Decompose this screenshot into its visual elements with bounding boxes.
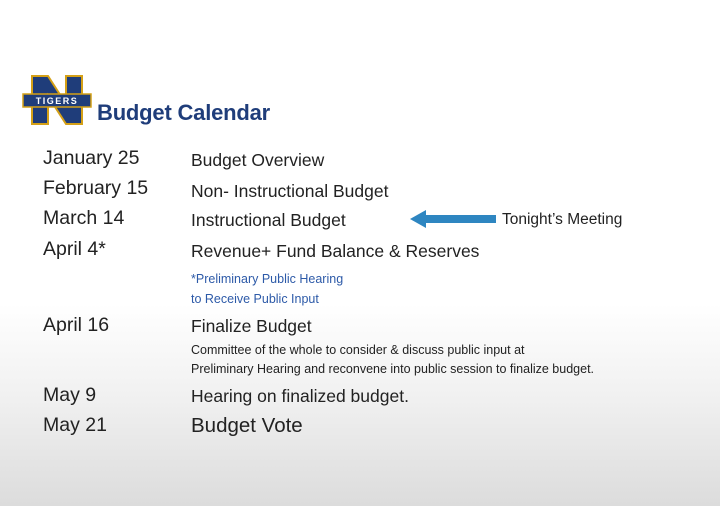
note-receive-public-input: to Receive Public Input [191, 292, 319, 306]
tonights-meeting-label: Tonight’s Meeting [502, 211, 623, 228]
date-may-21: May 21 [43, 414, 107, 436]
arrow-left-icon [410, 209, 498, 229]
item-hearing-finalized: Hearing on finalized budget. [191, 386, 409, 406]
note-committee-line-2: Preliminary Hearing and reconvene into public session to finalize budget. [191, 362, 595, 376]
item-revenue-fund-balance: Revenue+ Fund Balance & Reserves [191, 241, 480, 261]
school-logo [22, 74, 92, 126]
logo-text: TIGERS [35, 96, 79, 106]
tigers-n-logo-icon [22, 74, 92, 126]
page-title: Budget Calendar [97, 100, 271, 125]
item-finalize-budget: Finalize Budget [191, 316, 312, 336]
date-april-16: April 16 [43, 314, 110, 336]
date-march-14: March 14 [43, 207, 125, 229]
note-committee-line-1: Committee of the whole to consider & discuss public input at [191, 343, 525, 357]
item-budget-vote: Budget Vote [191, 414, 303, 437]
date-january-25: January 25 [43, 147, 140, 169]
note-preliminary-hearing: *Preliminary Public Hearing [191, 272, 344, 286]
date-february-15: February 15 [43, 177, 149, 199]
date-may-9: May 9 [43, 384, 97, 406]
item-budget-overview: Budget Overview [191, 150, 325, 170]
date-april-4: April 4* [43, 238, 106, 260]
item-instructional-budget: Instructional Budget [191, 210, 346, 230]
item-non-instructional-budget: Non- Instructional Budget [191, 181, 389, 201]
